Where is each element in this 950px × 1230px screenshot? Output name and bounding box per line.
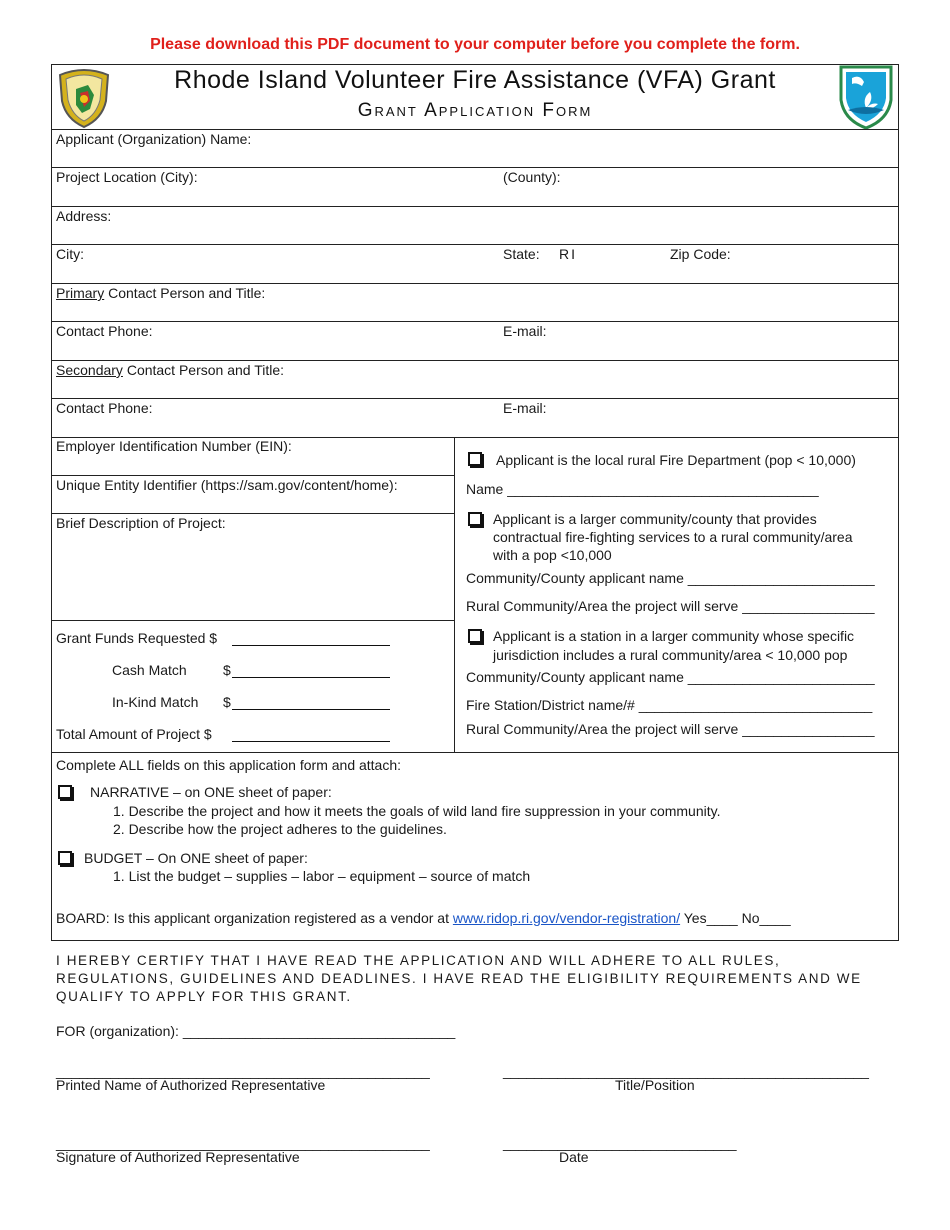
- signature-line[interactable]: ________________________________________________: [56, 1135, 430, 1151]
- board-prefix: BOARD: Is this applicant organization registered as a vendor at: [56, 910, 453, 926]
- applicant-name-field[interactable]: Applicant (Organization) Name:: [56, 131, 252, 147]
- column-divider: [454, 437, 455, 752]
- ein-field[interactable]: Employer Identification Number (EIN):: [56, 438, 292, 454]
- secondary-emphasis: Secondary: [56, 362, 123, 378]
- in-kind-match-dollar: $: [223, 694, 231, 710]
- secondary-contact-label: Contact Person and Title:: [122, 362, 285, 378]
- primary-contact-label: Contact Person and Title:: [104, 285, 266, 301]
- opt3-label-line1: Applicant is a station in a larger community whose specific: [493, 628, 855, 644]
- budget-label: BUDGET – On ONE sheet of paper:: [84, 850, 308, 866]
- row-divider: [51, 620, 454, 621]
- row-divider: [51, 475, 454, 476]
- opt1-checkbox[interactable]: [468, 452, 482, 466]
- row-divider: [51, 752, 899, 753]
- printed-name-label: Printed Name of Authorized Representative: [56, 1077, 326, 1093]
- title-position-line[interactable]: _______________________________________________: [503, 1063, 869, 1079]
- in-kind-match-label: In-Kind Match: [112, 694, 199, 710]
- opt2-label-line1: Applicant is a larger community/county that provides: [493, 511, 817, 527]
- cash-match-input[interactable]: [232, 677, 390, 678]
- narrative-item-2: 2. Describe how the project adheres to the guidelines.: [113, 821, 447, 837]
- opt2-label-line2: contractual fire-fighting services to a rural community/area: [493, 529, 853, 545]
- cash-match-label: Cash Match: [112, 662, 187, 678]
- opt3-label-line2: jurisdiction includes a rural community/area < 10,000 pop: [493, 647, 848, 663]
- signature-label: Signature of Authorized Representative: [56, 1149, 300, 1165]
- total-amount-input[interactable]: [232, 741, 390, 742]
- for-organization-field[interactable]: FOR (organization): ___________________________________: [56, 1023, 456, 1039]
- opt3-applicant-field[interactable]: Community/County applicant name ________________________: [466, 669, 875, 685]
- board-yes-no[interactable]: Yes____ No____: [680, 910, 791, 926]
- narrative-label: NARRATIVE – on ONE sheet of paper:: [90, 784, 332, 800]
- secondary-phone-field[interactable]: Contact Phone:: [56, 400, 153, 416]
- row-divider: [51, 360, 899, 361]
- row-divider: [51, 206, 899, 207]
- form-title: Rhode Island Volunteer Fire Assistance (VFA) Grant: [174, 66, 776, 94]
- budget-item-1: 1. List the budget – supplies – labor – equipment – source of match: [113, 868, 531, 884]
- opt1-name-field[interactable]: Name ________________________________________: [466, 481, 819, 497]
- opt3-serve-field[interactable]: Rural Community/Area the project will serve _________________: [466, 721, 875, 737]
- uei-field[interactable]: Unique Entity Identifier (https://sam.gov/content/home):: [56, 477, 398, 493]
- primary-contact-field[interactable]: [56, 285, 265, 301]
- in-kind-match-input[interactable]: [232, 709, 390, 710]
- attach-intro: Complete ALL fields on this application form and attach:: [56, 757, 402, 773]
- state-label: State:: [503, 246, 540, 262]
- budget-checkbox[interactable]: [58, 851, 72, 865]
- secondary-contact-field[interactable]: [56, 362, 284, 378]
- state-value: RI: [559, 246, 577, 262]
- opt2-applicant-field[interactable]: Community/County applicant name ________________________: [466, 570, 875, 586]
- primary-email-field[interactable]: E-mail:: [503, 323, 547, 339]
- row-divider: [51, 129, 899, 130]
- row-divider: [51, 283, 899, 284]
- address-field[interactable]: Address:: [56, 208, 112, 224]
- row-divider: [51, 167, 899, 168]
- opt2-label-line3: with a pop <10,000: [493, 547, 612, 563]
- grant-funds-input[interactable]: [232, 645, 390, 646]
- zip-code-field[interactable]: Zip Code:: [670, 246, 731, 262]
- opt2-serve-field[interactable]: Rural Community/Area the project will serve _________________: [466, 598, 875, 614]
- printed-name-line[interactable]: ________________________________________________: [56, 1063, 430, 1079]
- narrative-item-1: 1. Describe the project and how it meets the goals of wild land fire suppression in your community.: [113, 803, 721, 819]
- opt3-checkbox[interactable]: [468, 629, 482, 643]
- opt1-label: Applicant is the local rural Fire Department (pop < 10,000): [496, 452, 856, 468]
- primary-emphasis: Primary: [56, 285, 105, 301]
- opt3-station-field[interactable]: Fire Station/District name/# ______________________________: [466, 697, 873, 713]
- project-county-field[interactable]: (County):: [503, 169, 561, 185]
- row-divider: [51, 244, 899, 245]
- secondary-email-field[interactable]: E-mail:: [503, 400, 547, 416]
- row-divider: [51, 321, 899, 322]
- download-notice: Please download this PDF document to your computer before you complete the form.: [150, 36, 800, 53]
- project-city-field[interactable]: Project Location (City):: [56, 169, 198, 185]
- primary-phone-field[interactable]: Contact Phone:: [56, 323, 153, 339]
- form-subtitle: Grant Application Form: [357, 100, 593, 121]
- grant-funds-label: Grant Funds Requested $: [56, 630, 218, 646]
- row-divider: [51, 398, 899, 399]
- cash-match-dollar: $: [223, 662, 231, 678]
- date-line[interactable]: ______________________________: [503, 1135, 737, 1151]
- total-amount-label: Total Amount of Project $: [56, 726, 212, 742]
- row-divider: [51, 513, 454, 514]
- vendor-registration-link[interactable]: www.ridop.ri.gov/vendor-registration/: [452, 910, 681, 926]
- board-question: [56, 910, 791, 926]
- city-field[interactable]: City:: [56, 246, 84, 262]
- narrative-checkbox[interactable]: [58, 785, 72, 799]
- opt2-checkbox[interactable]: [468, 512, 482, 526]
- date-label: Date: [559, 1149, 589, 1165]
- certification-statement: I HEREBY CERTIFY THAT I HAVE READ THE APPLICATION AND WILL ADHERE TO ALL RULES, REGULATIONS, GUIDELINES AND DEADLINES. I HAVE READ THE ELIGIBILITY REQUIREMENTS AND WE QUALIFY TO APPLY FOR THIS GRANT.: [56, 953, 862, 1004]
- title-position-label: Title/Position: [615, 1077, 695, 1093]
- project-description-field[interactable]: Brief Description of Project:: [56, 515, 226, 531]
